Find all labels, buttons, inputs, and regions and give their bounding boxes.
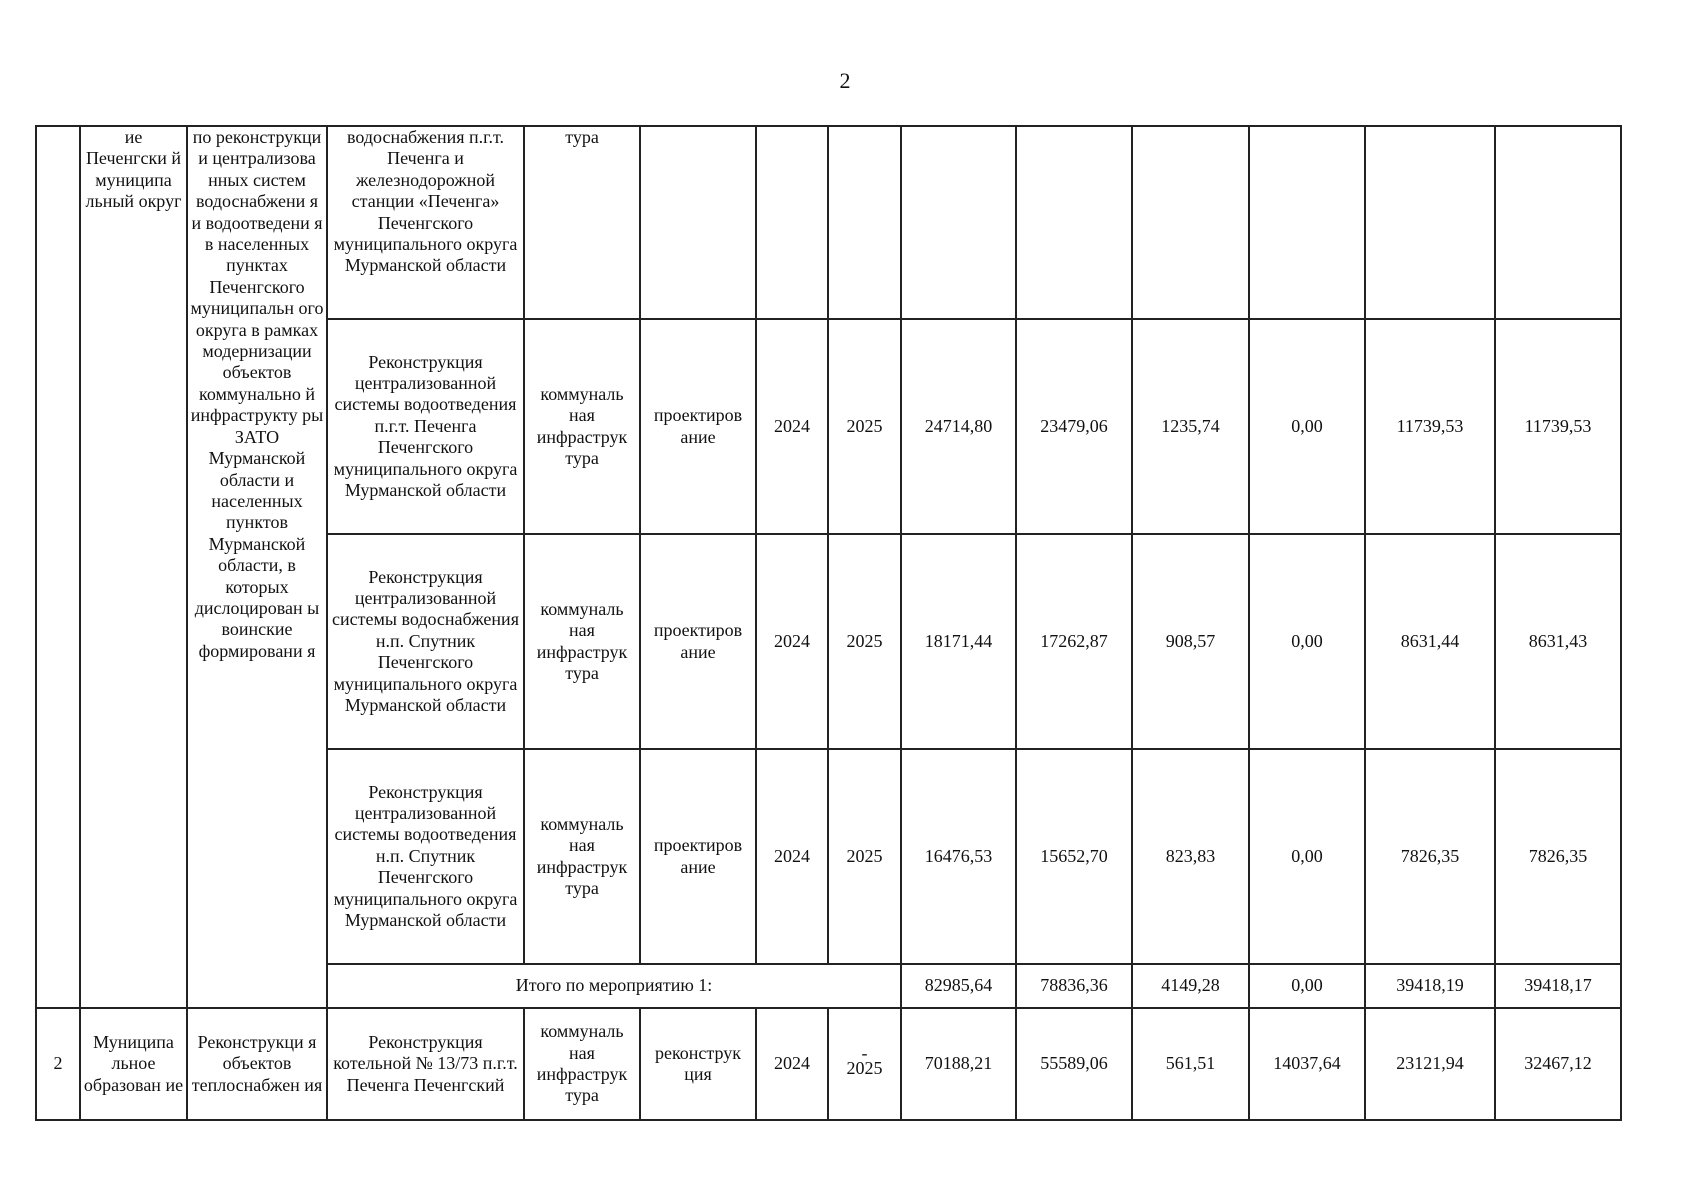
subtotal-other: 0,00 bbox=[1249, 964, 1365, 1008]
subtotal-regional: 4149,28 bbox=[1132, 964, 1249, 1008]
object-cell: Реконструкция централизованной системы водоотведения п.г.т. Печенга Печенгского муниципального округа Мурманской области bbox=[327, 319, 524, 534]
program-table bbox=[35, 125, 1622, 1121]
year-2024-cell bbox=[1365, 126, 1495, 319]
total-cell: 16476,53 bbox=[901, 749, 1016, 964]
end-year-cell: 2025 bbox=[828, 319, 901, 534]
regional-cell: 561,51 bbox=[1132, 1008, 1249, 1120]
year-2024-cell: 11739,53 bbox=[1365, 319, 1495, 534]
start-year-cell: 2024 bbox=[756, 1008, 828, 1120]
other-cell: 14037,64 bbox=[1249, 1008, 1365, 1120]
subtotal-label: Итого по мероприятию 1: bbox=[327, 964, 901, 1008]
regional-cell: 1235,74 bbox=[1132, 319, 1249, 534]
end-year-cell bbox=[828, 126, 901, 319]
total-cell: 24714,80 bbox=[901, 319, 1016, 534]
sphere-cell: тура bbox=[524, 126, 640, 319]
row-number-cell bbox=[36, 126, 80, 1008]
total-cell: 18171,44 bbox=[901, 534, 1016, 749]
total-cell: 70188,21 bbox=[901, 1008, 1016, 1120]
total-cell bbox=[901, 126, 1016, 319]
other-cell bbox=[1249, 126, 1365, 319]
year-2024-cell: 8631,44 bbox=[1365, 534, 1495, 749]
object-cell: Реконструкция централизованной системы водоотведения н.п. Спутник Печенгского муниципального округа Мурманской области bbox=[327, 749, 524, 964]
object-cell: Реконструкция котельной № 13/73 п.г.т. Печенга Печенгский bbox=[327, 1008, 524, 1120]
end-year-cell bbox=[828, 1008, 901, 1120]
federal-cell bbox=[1016, 126, 1132, 319]
subtotal-total: 82985,64 bbox=[901, 964, 1016, 1008]
year-2025-cell: 7826,35 bbox=[1495, 749, 1621, 964]
year-2025-cell: 8631,43 bbox=[1495, 534, 1621, 749]
federal-cell: 17262,87 bbox=[1016, 534, 1132, 749]
sphere-cell: коммуналь ная инфраструк тура bbox=[524, 319, 640, 534]
other-cell: 0,00 bbox=[1249, 319, 1365, 534]
table-row bbox=[36, 126, 1621, 319]
page-number: 2 bbox=[839, 68, 851, 93]
sphere-cell: коммуналь ная инфраструк тура bbox=[524, 749, 640, 964]
stage-cell: реконструк ция bbox=[640, 1008, 756, 1120]
object-cell: водоснабжения п.г.т. Печенга и железнодорожной станции «Печенга» Печенгского муниципального округа Мурманской области bbox=[327, 126, 524, 319]
start-year-cell: 2024 bbox=[756, 319, 828, 534]
stage-cell: проектиров ание bbox=[640, 749, 756, 964]
year-2025-cell: 11739,53 bbox=[1495, 319, 1621, 534]
stage-cell: проектиров ание bbox=[640, 319, 756, 534]
subtotal-federal: 78836,36 bbox=[1016, 964, 1132, 1008]
stage-cell bbox=[640, 126, 756, 319]
municipality-cell: Муниципа льное образован ие bbox=[80, 1008, 187, 1120]
start-year-cell: 2024 bbox=[756, 749, 828, 964]
regional-cell: 908,57 bbox=[1132, 534, 1249, 749]
event-cell: по реконструкци и централизова нных систем водоснабжени я и водоотведени я в населенных пунктах Печенгского муниципальн ого округа в рамках модернизации объектов коммунально й инфраструкту ры ЗАТО Мурманской области и населенных пунктов Мурманской области, в которых дислоцирован ы воинские формировани я bbox=[187, 126, 327, 1008]
end-year-mark: - bbox=[861, 1043, 868, 1064]
start-year-cell: 2024 bbox=[756, 534, 828, 749]
other-cell: 0,00 bbox=[1249, 749, 1365, 964]
year-2025-cell bbox=[1495, 126, 1621, 319]
federal-cell: 55589,06 bbox=[1016, 1008, 1132, 1120]
year-2024-cell: 7826,35 bbox=[1365, 749, 1495, 964]
end-year-value: 2025 bbox=[846, 1058, 883, 1079]
table-row bbox=[36, 1008, 1621, 1120]
row-number-cell: 2 bbox=[36, 1008, 80, 1120]
sphere-cell: коммуналь ная инфраструк тура bbox=[524, 1008, 640, 1120]
year-2024-cell: 23121,94 bbox=[1365, 1008, 1495, 1120]
start-year-cell bbox=[756, 126, 828, 319]
regional-cell bbox=[1132, 126, 1249, 319]
municipality-cell: ие Печенгски й муниципа льный округ bbox=[80, 126, 187, 1008]
end-year-cell: 2025 bbox=[828, 534, 901, 749]
federal-cell: 23479,06 bbox=[1016, 319, 1132, 534]
year-2025-cell: 32467,12 bbox=[1495, 1008, 1621, 1120]
regional-cell: 823,83 bbox=[1132, 749, 1249, 964]
event-cell: Реконструкци я объектов теплоснабжен ия bbox=[187, 1008, 327, 1120]
federal-cell: 15652,70 bbox=[1016, 749, 1132, 964]
sphere-cell: коммуналь ная инфраструк тура bbox=[524, 534, 640, 749]
stage-cell: проектиров ание bbox=[640, 534, 756, 749]
object-cell: Реконструкция централизованной системы водоснабжения н.п. Спутник Печенгского муниципального округа Мурманской области bbox=[327, 534, 524, 749]
end-year-cell: 2025 bbox=[828, 749, 901, 964]
other-cell: 0,00 bbox=[1249, 534, 1365, 749]
subtotal-2025: 39418,17 bbox=[1495, 964, 1621, 1008]
subtotal-2024: 39418,19 bbox=[1365, 964, 1495, 1008]
